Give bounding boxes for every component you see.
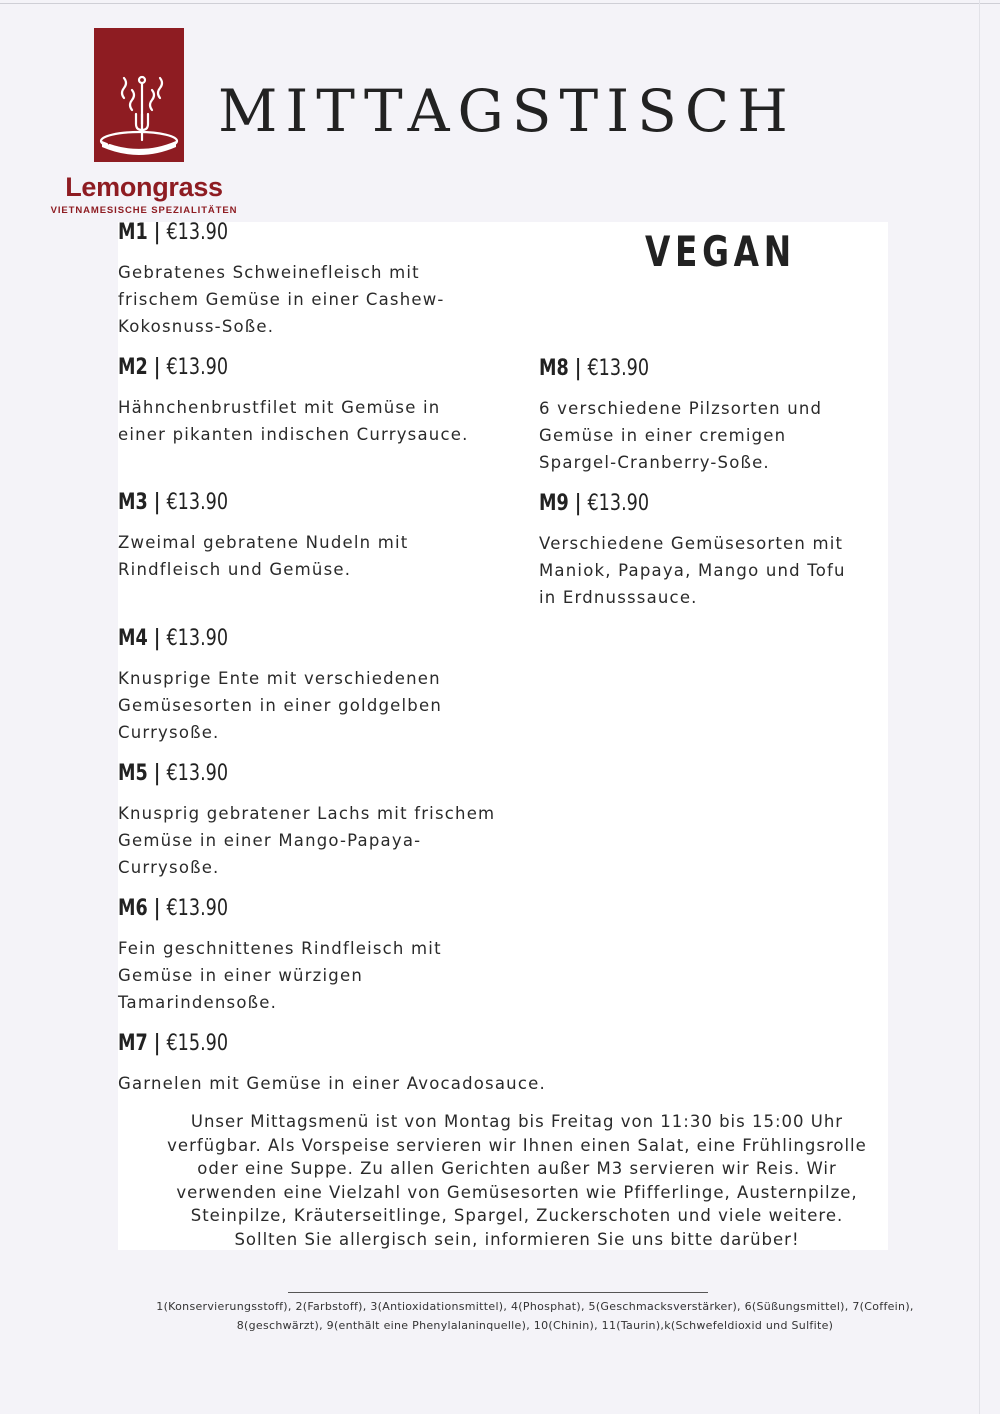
item-header (118, 625, 377, 653)
item-code: M3 (118, 490, 148, 515)
item-code: M2 (118, 355, 148, 380)
brand-name: Lemongrass (65, 172, 223, 202)
item-description: Hähnchenbrustfilet mit Gemüse in einer pikanten indischen Currysauce. (118, 398, 469, 444)
item-price: €13.90 (166, 761, 229, 786)
footer-note (150, 1110, 884, 1251)
item-code: M1 (118, 220, 148, 245)
item-price: €13.90 (166, 220, 229, 245)
item-price: €15.90 (166, 1031, 229, 1056)
item-header (118, 489, 350, 517)
page-edge-line (0, 3, 1000, 4)
item-header (118, 1030, 460, 1058)
menu-item-m3 (118, 489, 408, 583)
item-price: €13.90 (166, 490, 229, 515)
item-code: M9 (539, 491, 569, 516)
item-separator: | (153, 490, 161, 515)
menu-item-m9 (539, 490, 846, 611)
item-description: Verschiedene Gemüsesorten mit Maniok, Papaya, Mango und Tofu in Erdnusssauce. (539, 534, 846, 607)
menu-item-m6 (118, 895, 442, 1016)
allergy-note: Sollten Sie allergisch sein, informieren Sie uns bitte darüber! (234, 1229, 800, 1249)
logo (94, 28, 184, 162)
item-header (118, 895, 377, 923)
item-header (118, 354, 398, 382)
menu-item-m2 (118, 354, 469, 448)
item-separator: | (574, 356, 582, 381)
item-description: Fein geschnittenes Rindfleisch mit Gemüse in einer würzigen Tamarindensoße. (118, 939, 442, 1012)
item-description: Zweimal gebratene Nudeln mit Rindfleisch und Gemüse. (118, 533, 409, 579)
item-code: M7 (118, 1031, 148, 1056)
item-separator: | (153, 896, 161, 921)
menu-item-m1 (118, 219, 445, 340)
item-separator: | (153, 355, 161, 380)
menu-item-m4 (118, 625, 442, 746)
item-description: 6 verschiedene Pilzsorten und Gemüse in einer cremigen Spargel-Cranberry-Soße. (539, 399, 823, 472)
footer-divider (288, 1292, 708, 1293)
item-description: Garnelen mit Gemüse in einer Avocadosauce. (118, 1074, 546, 1093)
item-price: €13.90 (587, 356, 650, 381)
steaming-dish-fork-icon (94, 28, 184, 162)
item-price: €13.90 (166, 355, 229, 380)
item-separator: | (153, 1031, 161, 1056)
allergen-legend: 1(Konservierungsstoff), 2(Farbstoff), 3(Antioxidationsmittel), 4(Phosphat), 5(Geschmacksverstärker), 6(Süßungsmittel), 7(Coffein), 8(geschwärzt), 9(enthält eine Phenylalaninquelle), 10(Chinin), 11(Taurin),k(Schwefeldioxid und Sulfite) (156, 1300, 914, 1332)
item-header (118, 219, 379, 247)
item-code: M6 (118, 896, 148, 921)
item-description: Knusprige Ente mit verschiedenen Gemüsesorten in einer goldgelben Currysoße. (118, 669, 442, 742)
item-price: €13.90 (587, 491, 650, 516)
item-description: Knusprig gebratener Lachs mit frischem Gemüse in einer Mango-Papaya- Currysoße. (118, 804, 496, 877)
item-header (539, 355, 766, 383)
page-edge-line-right (979, 0, 980, 1414)
brand-tagline: VIETNAMESISCHE SPEZIALITÄTEN (50, 205, 238, 216)
menu-item-m8 (539, 355, 822, 476)
item-header (118, 760, 420, 788)
availability-note: Unser Mittagsmenü ist von Montag bis Freitag von 11:30 bis 15:00 Uhr verfügbar. Als Vorspeise servieren wir Ihnen einen Salat, eine Frühlingsrolle oder eine Suppe. Zu allen Gerichten außer M3 servieren wir Reis. Wir verwenden eine Vielzahl von Gemüsesorten wie Pfifferlinge, Austernpilze, Steinpilze, Kräuterseitlinge, Spargel, Zuckerschoten und viele weitere. (167, 1112, 867, 1225)
vegan-heading: VEGAN (645, 227, 796, 276)
item-price: €13.90 (166, 626, 229, 651)
item-header (539, 490, 784, 518)
menu-item-m7 (118, 1030, 546, 1097)
menu-item-m5 (118, 760, 495, 881)
item-separator: | (153, 761, 161, 786)
item-code: M5 (118, 761, 148, 786)
item-separator: | (153, 626, 161, 651)
item-code: M4 (118, 626, 148, 651)
item-separator: | (574, 491, 582, 516)
item-separator: | (153, 220, 161, 245)
item-code: M8 (539, 356, 569, 381)
item-description: Gebratenes Schweinefleisch mit frischem Gemüse in einer Cashew- Kokosnuss-Soße. (118, 263, 445, 336)
page-title: MITTAGSTISCH (218, 77, 796, 145)
item-price: €13.90 (166, 896, 229, 921)
